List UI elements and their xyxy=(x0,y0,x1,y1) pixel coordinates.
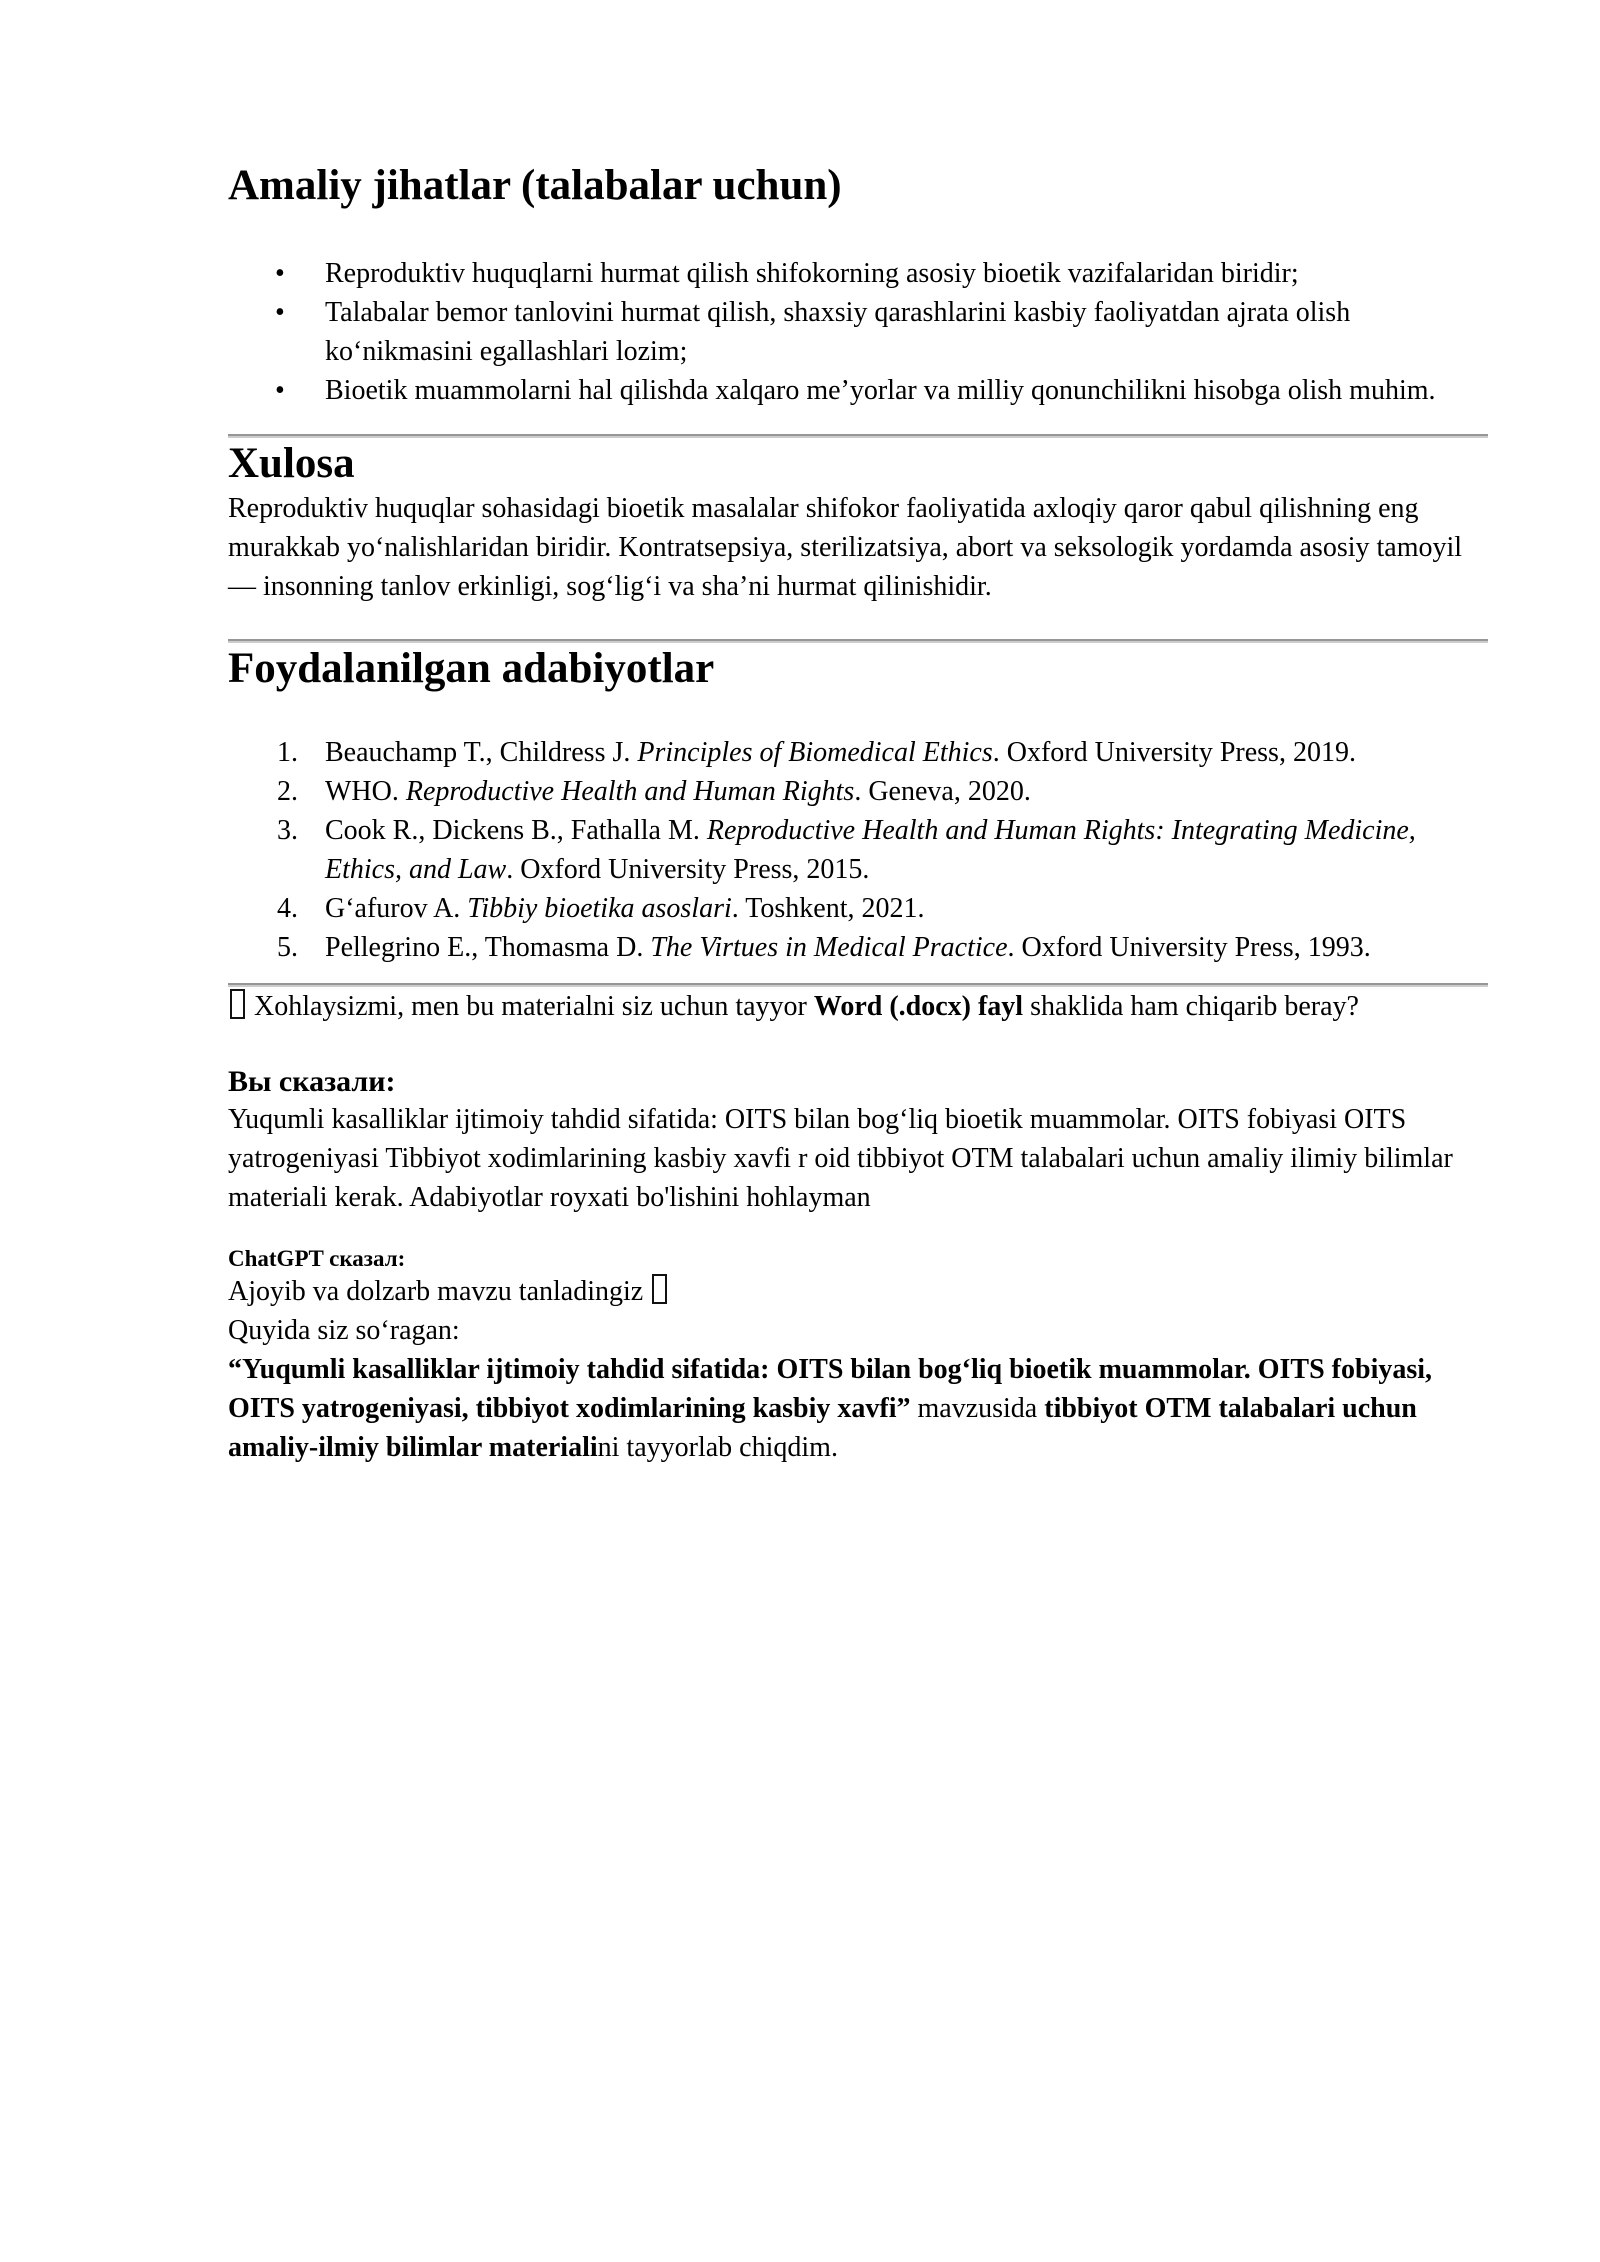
text-run: Cook R., Dickens B., Fathalla M. xyxy=(325,814,707,846)
text-run: Word (.docx) fayl xyxy=(813,990,1024,1022)
text-run: “Yuqumli kasalliklar ijtimoiy tahdid sifatida: OITS bilan bogʻliq bioetik muammolar. OITS fobiyasi, OITS yatrogeniyasi, tibbiyot xodimlarining kasbiy xavfi” xyxy=(228,1354,1433,1425)
text-run: . Oxford University Press, 2015. xyxy=(506,853,870,885)
section-heading-amaliy: Amaliy jihatlar (talabalar uchun) xyxy=(228,162,842,209)
assistant-prompt-line: Quyida siz soʻragan: xyxy=(228,1315,460,1347)
text-run: . Oxford University Press, 2019. xyxy=(992,736,1356,768)
text-run: Pellegrino E., Thomasma D. xyxy=(325,931,651,963)
list-item xyxy=(325,733,1488,772)
list-item: • Talabalar bemor tanlovini hurmat qilish, shaxsiy qarashlarini kasbiy faoliyatdan ajrata olish koʻnikmasini egallashlari lozim; xyxy=(325,293,1488,371)
text-run: Ajoyib va dolzarb mavzu tanladingiz xyxy=(228,1276,651,1308)
text-run: . Geneva, 2020. xyxy=(854,775,1031,807)
docx-offer-paragraph xyxy=(228,987,1488,1026)
section-heading-references: Foydalanilgan adabiyotlar xyxy=(228,645,715,693)
amaliy-bullet-list xyxy=(228,254,1488,410)
list-item xyxy=(325,772,1488,811)
list-item xyxy=(325,889,1488,928)
list-item xyxy=(325,928,1488,967)
assistant-turn-label: ChatGPT сказал: xyxy=(228,1245,406,1271)
missing-glyph-box xyxy=(230,989,245,1019)
text-run: The Virtues in Medical Practice xyxy=(650,931,1008,963)
text-run: tibbiyot OTM talabalari uchun amaliy-ilmiy bilimlar materiali xyxy=(228,1393,1417,1464)
assistant-intro-paragraph xyxy=(228,1272,1488,1311)
text-run: Principles of Biomedical Ethics xyxy=(637,736,993,768)
text-run: ni tayyorlab chiqdim. xyxy=(597,1432,838,1464)
text-run: . Toshkent, 2021. xyxy=(731,892,925,924)
text-run: WHO. xyxy=(325,775,406,807)
text-run: Reproductive Health and Human Rights: Integrating Medicine, Ethics, and Law xyxy=(325,814,1416,885)
xulosa-paragraph: Reproduktiv huquqlar sohasidagi bioetik masalalar shifokor faoliyatida axloqiy qaror qabul qilishning eng murakkab yoʻnalishlaridan biridir. Kontratsepsiya, sterilizatsiya, abort va seksologik yordamda asosiy tamoyil — insonning tanlov erkinligi, sogʻligʻi va sha’ni hurmat qilinishidir. xyxy=(228,493,1463,603)
text-run: . Oxford University Press, 1993. xyxy=(1007,931,1371,963)
text-run: Tibbiy bioetika asoslari xyxy=(467,892,732,924)
assistant-final-paragraph xyxy=(228,1350,1488,1467)
list-item xyxy=(325,811,1488,889)
text-run: mavzusida xyxy=(910,1393,1045,1425)
list-item: • Bioetik muammolarni hal qilishda xalqaro me’yorlar va milliy qonunchilikni hisobga olish muhim. xyxy=(325,371,1488,410)
missing-glyph-box xyxy=(652,1274,667,1304)
references-list xyxy=(228,733,1488,967)
user-message-paragraph: Yuqumli kasalliklar ijtimoiy tahdid sifatida: OITS bilan bogʻliq bioetik muammolar. OITS fobiyasi OITS yatrogeniyasi Tibbiyot xodimlarining kasbiy xavfi r oid tibbiyot OTM talabalari uchun amaliy ilimiy bilimlar materiali kerak. Adabiyotlar royxati bo'lishini hohlayman xyxy=(228,1103,1453,1213)
text-run: Beauchamp T., Childress J. xyxy=(325,736,638,768)
text-run: shaklida ham chiqarib beray? xyxy=(1023,990,1359,1022)
text-run: Xohlaysizmi, men bu materialni siz uchun tayyor xyxy=(247,990,814,1022)
section-heading-xulosa: Xulosa xyxy=(228,439,355,487)
user-turn-label: Вы сказали: xyxy=(228,1064,396,1098)
text-run: Gʻafurov A. xyxy=(325,892,468,924)
text-run: Reproductive Health and Human Rights xyxy=(405,775,855,807)
list-item: • Reproduktiv huquqlarni hurmat qilish shifokorning asosiy bioetik vazifalaridan biridir; xyxy=(325,254,1488,293)
